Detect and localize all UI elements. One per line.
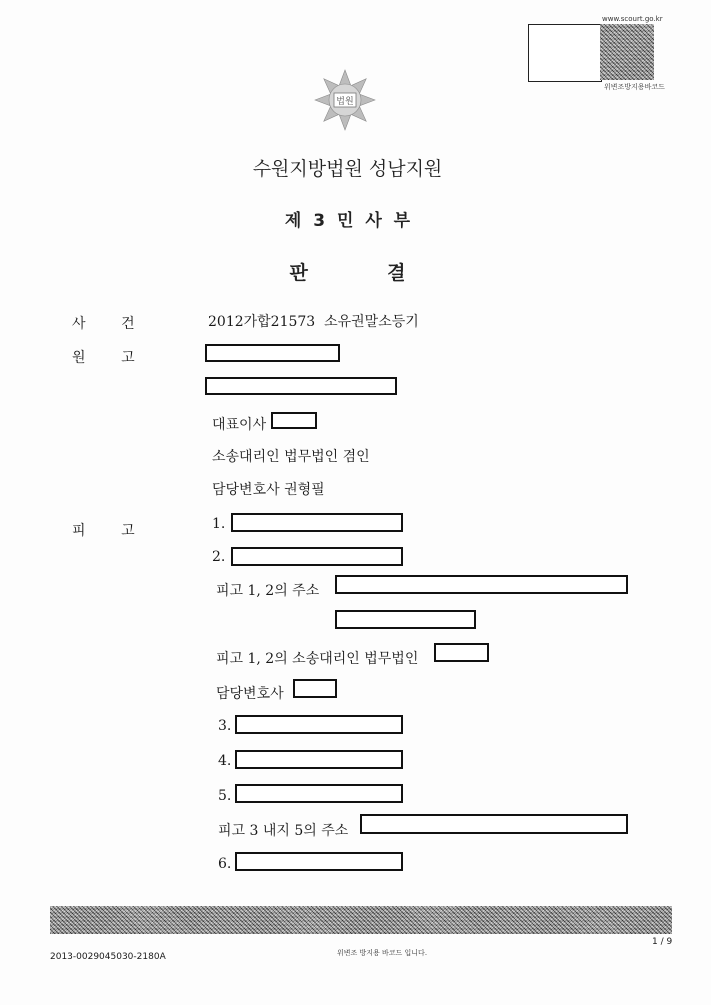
redaction-box xyxy=(231,547,403,566)
division-name: 제 3 민 사 부 xyxy=(284,211,411,231)
redaction-box xyxy=(271,412,317,429)
redaction-box xyxy=(235,750,403,769)
defendants-1-2-counsel: 피고 1, 2의 소송대리인 법무법인 xyxy=(216,651,419,667)
defendant-5-number: 5. xyxy=(218,788,232,804)
court-website-url: www.scourt.go.kr xyxy=(602,15,663,23)
defendant-6-number: 6. xyxy=(218,856,232,872)
redaction-box xyxy=(335,575,628,594)
redaction-box xyxy=(235,784,403,803)
plaintiff-attorney: 담당변호사 권형필 xyxy=(212,482,325,498)
stamp-box xyxy=(528,24,602,82)
security-barcode-bottom xyxy=(50,906,672,934)
redaction-box xyxy=(205,377,397,395)
security-barcode-top xyxy=(600,24,654,80)
redaction-box xyxy=(205,344,340,362)
barcode-notice: 위변조 방지용 바코드 입니다. xyxy=(337,949,428,957)
case-label: 사 건 xyxy=(72,316,135,332)
defendant-4-number: 4. xyxy=(218,753,232,769)
defendant-1-number: 1. xyxy=(212,516,226,532)
case-number: 2012가합21573 소유권말소등기 xyxy=(208,314,419,330)
defendants-3-5-address-label: 피고 3 내지 5의 주소 xyxy=(218,823,349,839)
plaintiff-label: 원 고 xyxy=(72,350,135,366)
redaction-box xyxy=(434,643,489,662)
defendants-1-2-attorney: 담당변호사 xyxy=(216,686,284,702)
emblem-label: 법원 xyxy=(336,97,354,107)
representative-director-label: 대표이사 xyxy=(212,417,267,433)
document-type: 판 결 xyxy=(289,262,406,284)
defendant-2-number: 2. xyxy=(212,549,226,565)
document-id: 2013-0029045030-2180A xyxy=(50,952,166,962)
redaction-box xyxy=(293,679,337,698)
redaction-box xyxy=(360,814,628,834)
redaction-box xyxy=(231,513,403,532)
defendant-3-number: 3. xyxy=(218,718,232,734)
page-number: 1 / 9 xyxy=(652,937,673,947)
court-emblem-icon xyxy=(307,60,383,136)
redaction-box xyxy=(235,715,403,734)
defendant-label: 피 고 xyxy=(72,523,135,539)
defendants-1-2-address-label: 피고 1, 2의 주소 xyxy=(216,583,320,599)
redaction-box xyxy=(335,610,476,629)
plaintiff-counsel: 소송대리인 법무법인 겸인 xyxy=(212,449,370,465)
court-name: 수원지방법원 성남지원 xyxy=(252,158,443,180)
redaction-box xyxy=(235,852,403,871)
barcode-caption: 위변조방지용바코드 xyxy=(604,83,665,91)
